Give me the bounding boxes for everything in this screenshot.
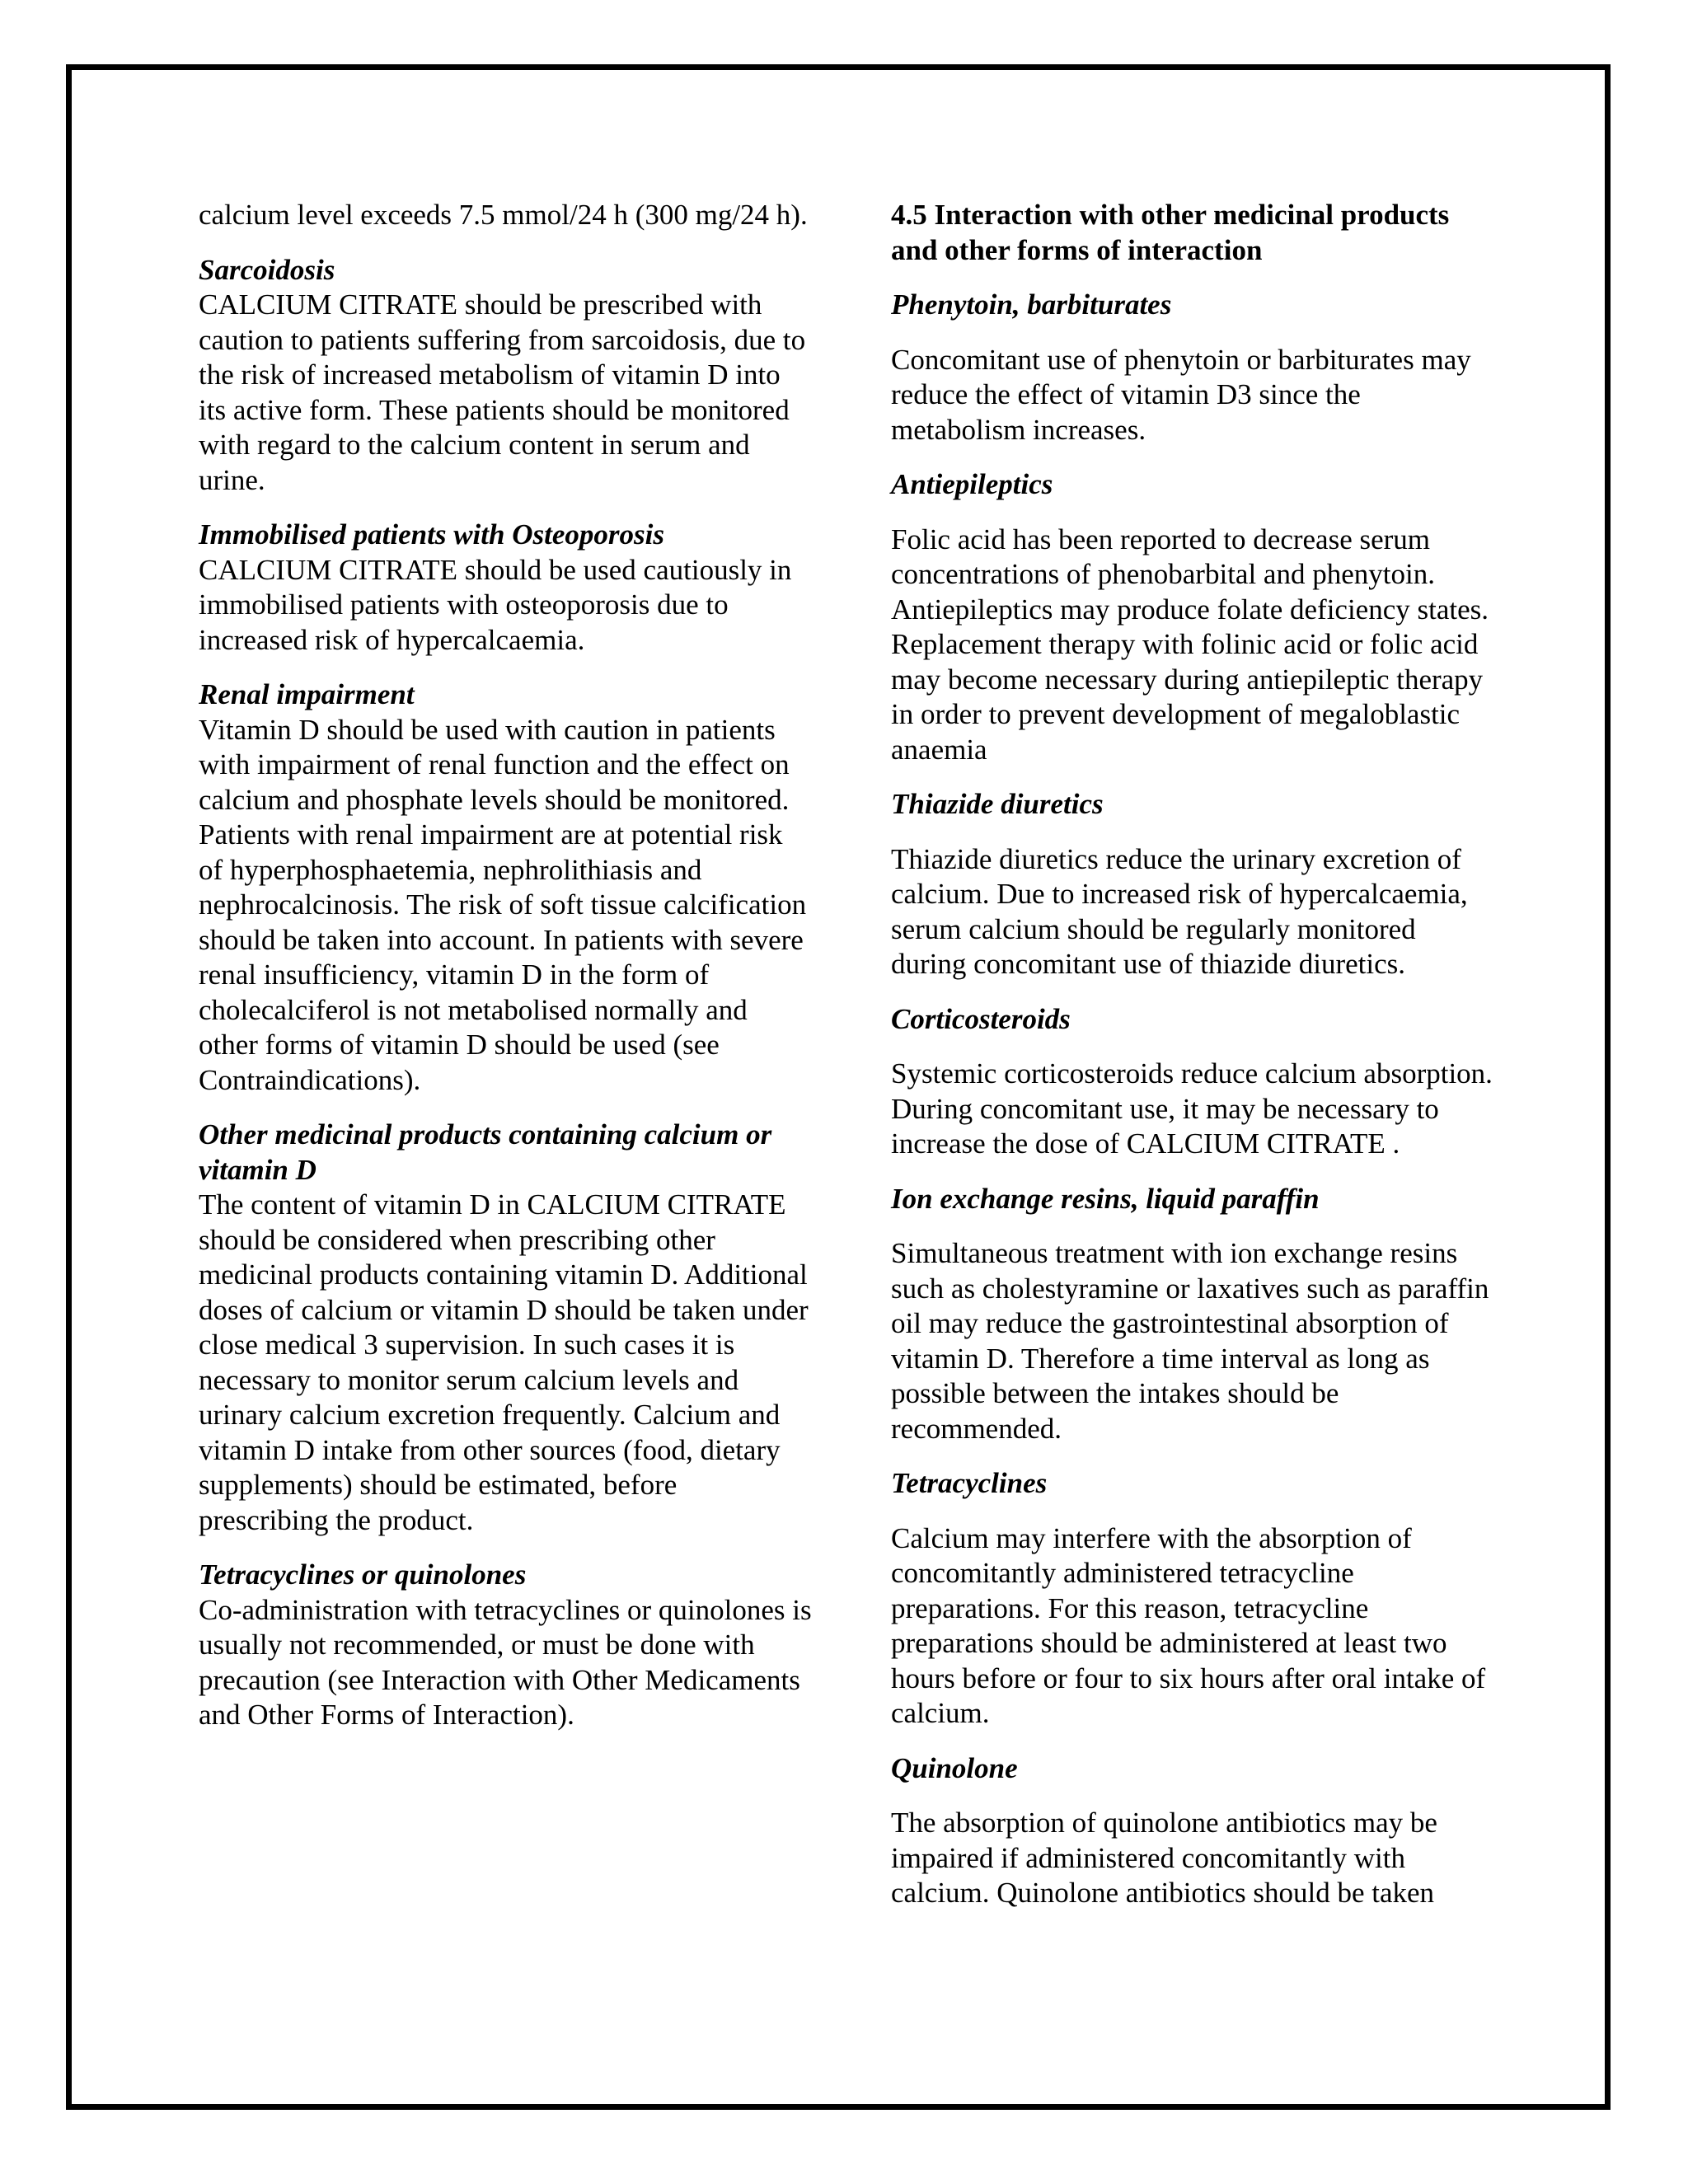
subheading-quinolone: Quinolone [891,1751,1018,1784]
section-text: Vitamin D should be used with caution in patients with impairment of renal function and the effect on calcium and phosphate levels should be monitored. Patients with renal impairment are at potential risk of hyperphosphaetemia, nephrolithiasis and nephrocalcinosis. The risk of soft tissue calcification should be taken into account. In patients with severe renal insufficiency, vitamin D in the form of cholecalciferol is not metabolised normally and other forms of vitamin D should be used (see Contraindications). [199,713,807,1096]
paragraph-ion-exchange-resins: Simultaneous treatment with ion exchange resins such as cholestyramine or laxatives such as paraffin oil may reduce the gastrointestinal absorption of vitamin D. Therefore a time interval as long as possible between the intakes should be recommended. [891,1237,1489,1445]
section-text: The content of vitamin D in CALCIUM CITRATE should be considered when prescribing other medicinal products containing vitamin D. Additional doses of calcium or vitamin D should be taken under close medical 3 supervision. In such cases it is necessary to monitor serum calcium levels and urinary calcium excretion frequently. Calcium and vitamin D intake from other sources (food, dietary supplements) should be estimated, before prescribing the product. [199,1188,809,1536]
subheading-thiazide-diuretics: Thiazide diuretics [891,788,1104,820]
section-title: Tetracyclines or quinolones [199,1558,527,1591]
left-column [199,198,813,1753]
continued-paragraph: calcium level exceeds 7.5 mmol/24 h (300 mg/24 h). [199,199,808,231]
subheading-antiepileptics: Antiepileptics [891,468,1053,500]
paragraph-antiepileptics: Folic acid has been reported to decrease serum concentrations of phenobarbital and phenytoin. Antiepileptics may produce folate deficiency states. Replacement therapy with folinic acid or folic acid may become necessary during antiepileptic therapy in order to prevent development of megaloblastic anaemia [891,523,1489,766]
right-column [891,198,1497,1931]
paragraph-quinolone: The absorption of quinolone antibiotics may be impaired if administered concomitantly with calcium. Quinolone antibiotics should be taken [891,1807,1437,1909]
section-text: CALCIUM CITRATE should be prescribed with caution to patients suffering from sarcoidosis, due to the risk of increased metabolism of vitamin D into its active form. These patients should be monitored with regard to the calcium content in serum and urine. [199,288,806,496]
section-title: Immobilised patients with Osteoporosis [199,518,664,551]
subheading-phenytoin-barbiturates: Phenytoin, barbiturates [891,288,1172,321]
subheading-tetracyclines: Tetracyclines [891,1467,1048,1499]
section-text: CALCIUM CITRATE should be used cautiously in immobilised patients with osteoporosis due to increased risk of hypercalcaemia. [199,553,792,656]
paragraph-thiazide-diuretics: Thiazide diuretics reduce the urinary excretion of calcium. Due to increased risk of hypercalcaemia, serum calcium should be regularly monitored during concomitant use of thiazide diuretics. [891,842,1468,980]
section-title: Sarcoidosis [199,253,335,286]
section-heading-4-5: 4.5 Interaction with other medicinal products and other forms of interaction [891,199,1450,266]
paragraph-phenytoin-barbiturates: Concomitant use of phenytoin or barbiturates may reduce the effect of vitamin D3 since the metabolism increases. [891,343,1471,446]
subheading-corticosteroids: Corticosteroids [891,1002,1071,1035]
section-tetracyclines-quinolones [199,1558,813,1733]
section-title: Other medicinal products containing calcium or vitamin D [199,1118,772,1186]
section-title: Renal impairment [199,678,415,710]
section-other-medicinal-products [199,1118,813,1538]
section-sarcoidosis [199,253,813,499]
section-text: Co-administration with tetracyclines or quinolones is usually not recommended, or must be done with precaution (see Interaction with Other Medicaments and Other Forms of Interaction). [199,1593,812,1731]
section-renal-impairment [199,677,813,1098]
section-immobilised-patients [199,518,813,658]
paragraph-corticosteroids: Systemic corticosteroids reduce calcium absorption. During concomitant use, it may be necessary to increase the dose of CALCIUM CITRATE . [891,1057,1493,1160]
subheading-ion-exchange-resins: Ion exchange resins, liquid paraffin [891,1182,1320,1215]
paragraph-tetracyclines: Calcium may interfere with the absorption of concomitantly administered tetracycline preparations. For this reason, tetracycline preparations should be administered at least two hours before or four to six hours after oral intake of calcium. [891,1521,1486,1729]
